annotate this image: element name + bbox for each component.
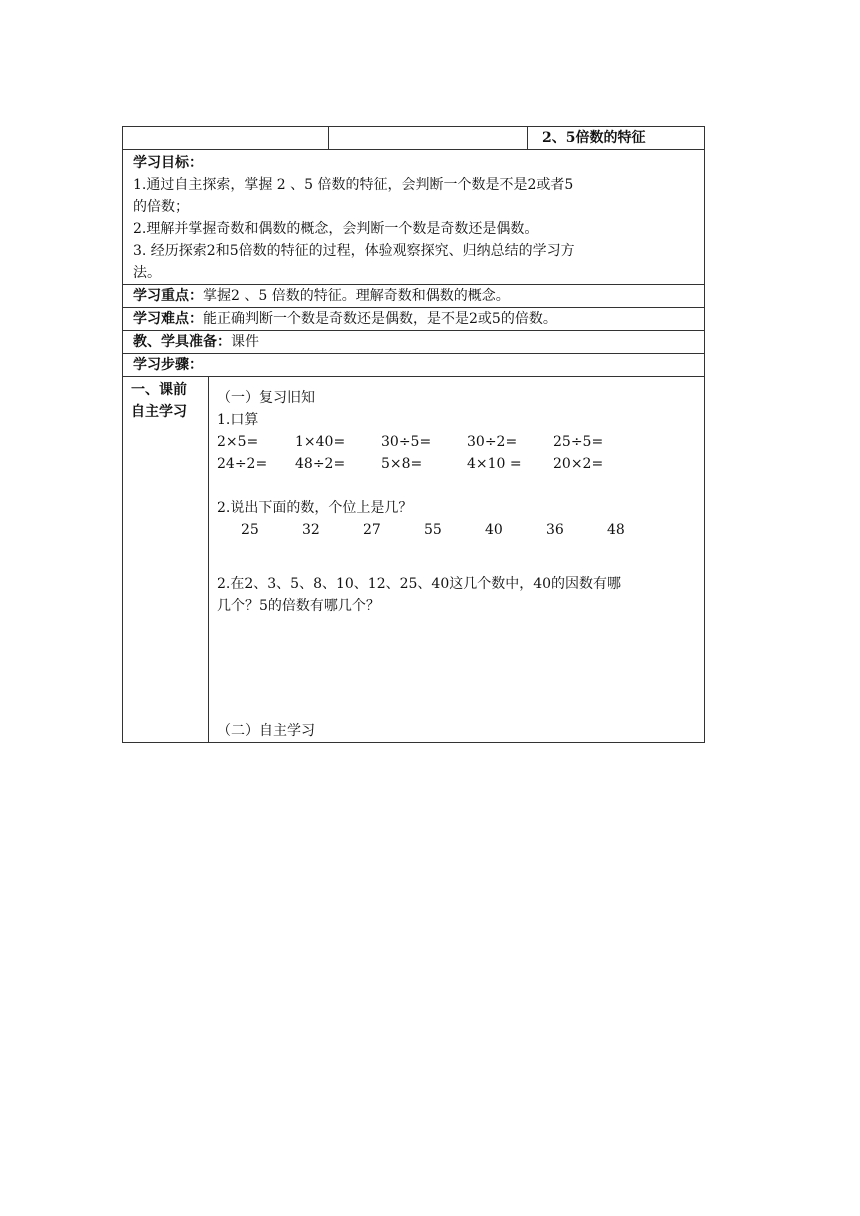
number-list <box>217 519 696 541</box>
materials-row <box>123 331 705 354</box>
materials-label: 教、学具准备： <box>133 334 231 350</box>
lesson-plan <box>122 126 704 743</box>
section-review-title: （一）复习旧知 <box>217 390 315 406</box>
objective-1: 1.通过自主探索，掌握 2 、5 倍数的特征，会判断一个数是不是2或者5 <box>133 177 574 193</box>
number-item: 40 <box>485 522 503 538</box>
section-self-study-title: （二）自主学习 <box>217 723 315 739</box>
header-cell-empty-1 <box>123 127 329 150</box>
key-points-text: 掌握2 、5 倍数的特征。理解奇数和偶数的概念。 <box>203 288 510 304</box>
materials-text: 课件 <box>231 334 259 350</box>
units-digit-question: 2.说出下面的数，个位上是几？ <box>217 500 413 516</box>
objectives-label: 学习目标： <box>133 155 203 171</box>
objective-2: 2.理解并掌握奇数和偶数的概念，会判断一个数是奇数还是偶数。 <box>133 221 539 237</box>
key-points-row <box>123 285 705 308</box>
calc-item: 1×40= <box>295 434 346 450</box>
difficulties-text: 能正确判断一个数是奇数还是偶数，是不是2或5的倍数。 <box>203 311 557 327</box>
objective-3: 3. 经历探索2和5倍数的特征的过程，体验观察探究、归纳总结的学习方 <box>133 243 575 259</box>
calc-item: 24÷2= <box>217 456 268 472</box>
number-item: 55 <box>424 522 442 538</box>
lesson-table <box>122 126 705 743</box>
key-points-label: 学习重点： <box>133 288 203 304</box>
number-item: 32 <box>302 522 320 538</box>
calc-item: 20×2= <box>553 456 604 472</box>
number-item: 36 <box>546 522 564 538</box>
lesson-title: 2、5倍数的特征 <box>528 127 705 150</box>
steps-body-cell <box>209 377 705 743</box>
mental-math-title: 1.口算 <box>217 412 259 428</box>
calc-item: 48÷2= <box>295 456 346 472</box>
objectives-row <box>123 150 705 285</box>
calc-row-2 <box>217 453 696 475</box>
calc-row-1 <box>217 431 696 453</box>
objective-1-cont: 的倍数； <box>133 199 189 215</box>
calc-item: 25÷5= <box>553 434 604 450</box>
number-item: 48 <box>607 522 625 538</box>
stage-line-1: 一、课前 <box>131 382 187 398</box>
stage-line-2: 自主学习 <box>131 404 187 420</box>
steps-label: 学习步骤： <box>133 357 203 373</box>
difficulties-row <box>123 308 705 331</box>
difficulties-label: 学习难点： <box>133 311 203 327</box>
objective-3-cont: 法。 <box>133 265 161 281</box>
calc-item: 30÷5= <box>381 434 432 450</box>
header-row <box>123 127 705 150</box>
number-item: 25 <box>241 522 259 538</box>
factor-question-line-1: 2.在2、3、5、8、10、12、25、40这几个数中，40的因数有哪 <box>217 576 622 592</box>
header-cell-empty-2 <box>329 127 528 150</box>
steps-label-row <box>123 354 705 377</box>
calc-item: 5×8= <box>381 456 423 472</box>
factor-question-line-2: 几个？5的倍数有哪几个？ <box>217 598 380 614</box>
calc-item: 4×10 = <box>467 456 522 472</box>
number-item: 27 <box>363 522 381 538</box>
calc-item: 30÷2= <box>467 434 518 450</box>
calc-item: 2×5= <box>217 434 259 450</box>
steps-stage-cell <box>123 377 209 743</box>
steps-content-row <box>123 377 705 743</box>
